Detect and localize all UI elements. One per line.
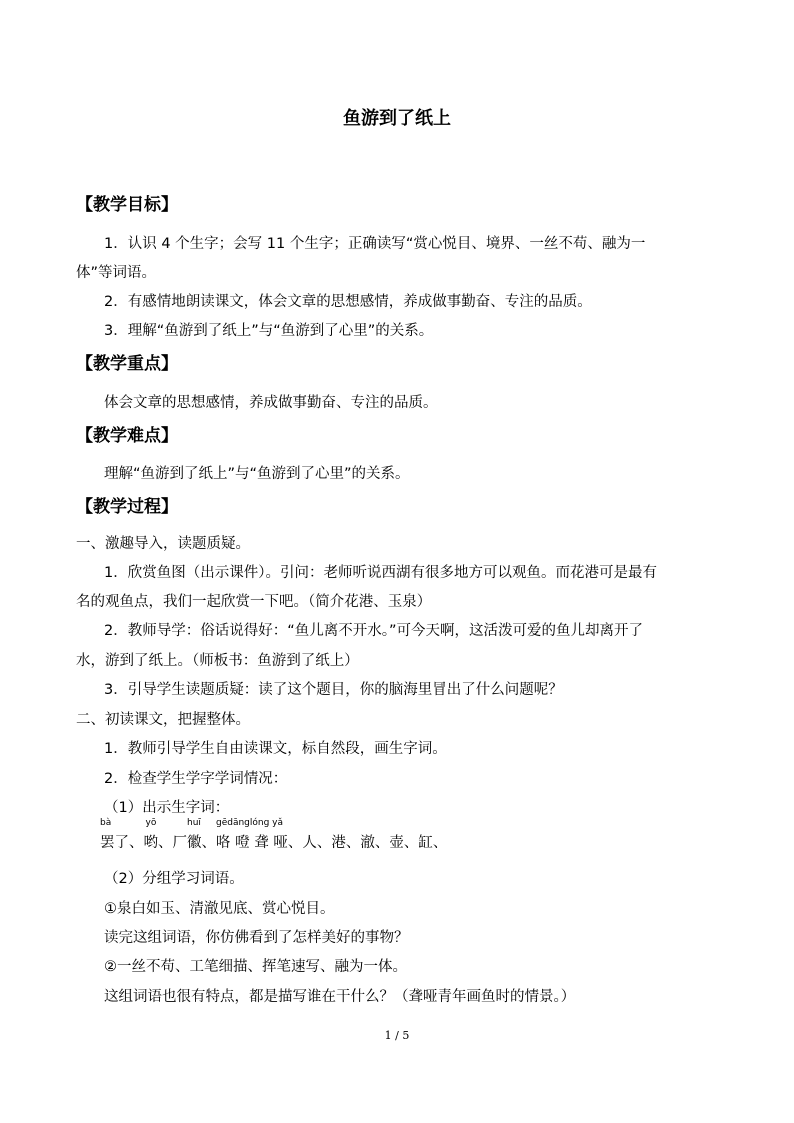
char-ba: 罢了、	[100, 835, 144, 851]
part2-title: 二、初读课文，把握整体。	[76, 712, 250, 728]
ruby-ba	[100, 818, 144, 852]
heading-process: 【教学过程】	[76, 497, 178, 517]
heading-difficulty: 【教学难点】	[76, 426, 178, 446]
page-title: 鱼游到了纸上	[343, 108, 451, 129]
part2-line-4: （2）分组学习词语。	[104, 871, 244, 887]
ruby-yo	[143, 818, 173, 852]
page-number: 1 / 5	[384, 1029, 410, 1042]
part1-line-4: 水，游到了纸上。（师板书：鱼游到了纸上）	[76, 653, 359, 669]
part2-line-8: 这组词语也很有特点，都是描写谁在干什么？（聋哑青年画鱼时的情景。）	[104, 989, 576, 1005]
part2-line-1: 1．教师引导学生自由读课文，标自然段，画生字词。	[104, 741, 447, 757]
char-hui: 徽、	[187, 835, 216, 851]
part2-line-2: 2．检查学生学字学词情况：	[104, 771, 288, 787]
pinyin-yo: yō	[145, 818, 157, 828]
part2-line-6: 读完这组词语，你仿佛看到了怎样美好的事物？	[104, 930, 409, 946]
heading-goals: 【教学目标】	[76, 195, 178, 215]
part1-line-3: 2．教师导学：俗话说得好：“鱼儿离不开水。”可今天啊，这活泼可爱的鱼儿却离开了	[104, 623, 643, 639]
part2-line-7: ②一丝不苟、工笔细描、挥笔速写、融为一体。	[104, 959, 407, 975]
char-gedang: 咯 噔 聋 哑	[216, 835, 288, 851]
part1-line-5: 3．引导学生读题质疑：读了这个题目，你的脑海里冒出了什么问题呢？	[104, 682, 563, 698]
pinyin-gedang: gēdānglóng yǎ	[216, 818, 284, 828]
difficulty-text: 理解“鱼游到了纸上”与“鱼游到了心里”的关系。	[104, 466, 410, 482]
pinyin-ba: bà	[100, 818, 112, 828]
part2-line-3: （1）出示生字词：	[104, 800, 230, 816]
heading-key: 【教学重点】	[76, 354, 178, 374]
pinyin-word-row	[100, 818, 448, 852]
ruby-hui	[187, 818, 216, 852]
char-yo: 哟、	[143, 835, 173, 851]
key-text: 体会文章的思想感情，养成做事勤奋、专注的品质。	[104, 395, 438, 411]
goal-line-2: 体”等词语。	[76, 265, 157, 281]
goal-line-1: 1．认识 4 个生字；会写 11 个生字；正确读写“赏心悦目、境界、一丝不苟、融为一	[104, 236, 646, 252]
char-rest: 、人、港、澈、壶、缸、	[287, 835, 448, 851]
part1-line-1: 1．欣赏鱼图（出示课件）。引问：老师听说西湖有很多地方可以观鱼。而花港可是最有	[104, 565, 657, 581]
part1-line-2: 名的观鱼点，我们一起欣赏一下吧。（简介花港、玉泉）	[76, 594, 432, 610]
pinyin-hui: huī	[187, 818, 201, 828]
goal-line-3: 2．有感情地朗读课文，体会文章的思想感情，养成做事勤奋、专注的品质。	[104, 294, 592, 310]
goal-line-4: 3．理解“鱼游到了纸上”与“鱼游到了心里”的关系。	[104, 323, 434, 339]
char-chang: 厂	[172, 835, 187, 851]
part1-title: 一、激趣导入，读题质疑。	[76, 536, 250, 552]
ruby-gedang	[216, 818, 288, 852]
part2-line-5: ①泉白如玉、清澈见底、赏心悦目。	[104, 901, 335, 917]
